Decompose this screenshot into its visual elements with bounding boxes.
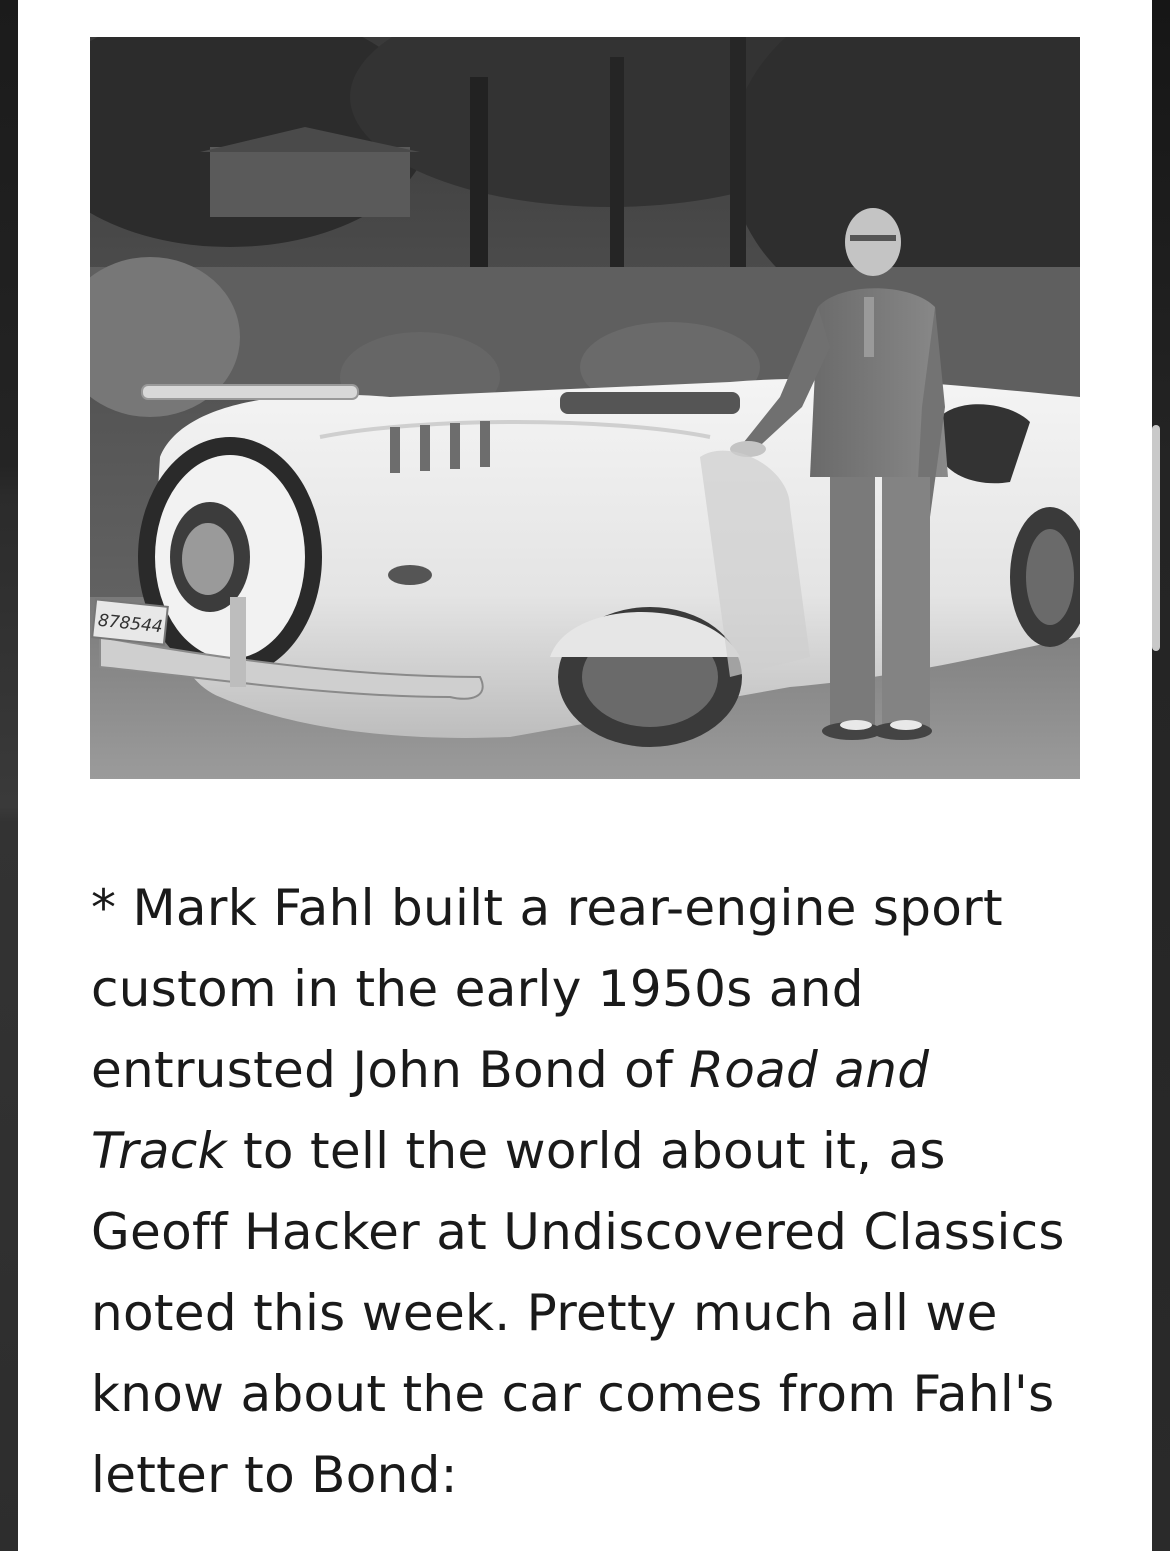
page-background-left bbox=[0, 0, 18, 1551]
car-photo-illustration bbox=[90, 37, 1080, 779]
paragraph-text-start: * Mark Fahl built a rear-engine sport custom in the early 1950s and entrusted John Bond of bbox=[91, 879, 1003, 1099]
vertical-scrollbar-thumb[interactable] bbox=[1152, 425, 1160, 651]
article-paragraph bbox=[91, 868, 1081, 1516]
page-background-right bbox=[1152, 0, 1170, 1551]
article-photo[interactable] bbox=[90, 37, 1080, 779]
paragraph-text-end: to tell the world about it, as Geoff Hacker at Undiscovered Classics noted this week. Pretty much all we know about the car comes from Fahl's letter to Bond: bbox=[91, 1122, 1065, 1504]
publication-name-italic: Road and Track bbox=[91, 1041, 930, 1180]
license-plate-text: 878544 bbox=[96, 610, 164, 638]
article-content bbox=[18, 0, 1152, 1551]
